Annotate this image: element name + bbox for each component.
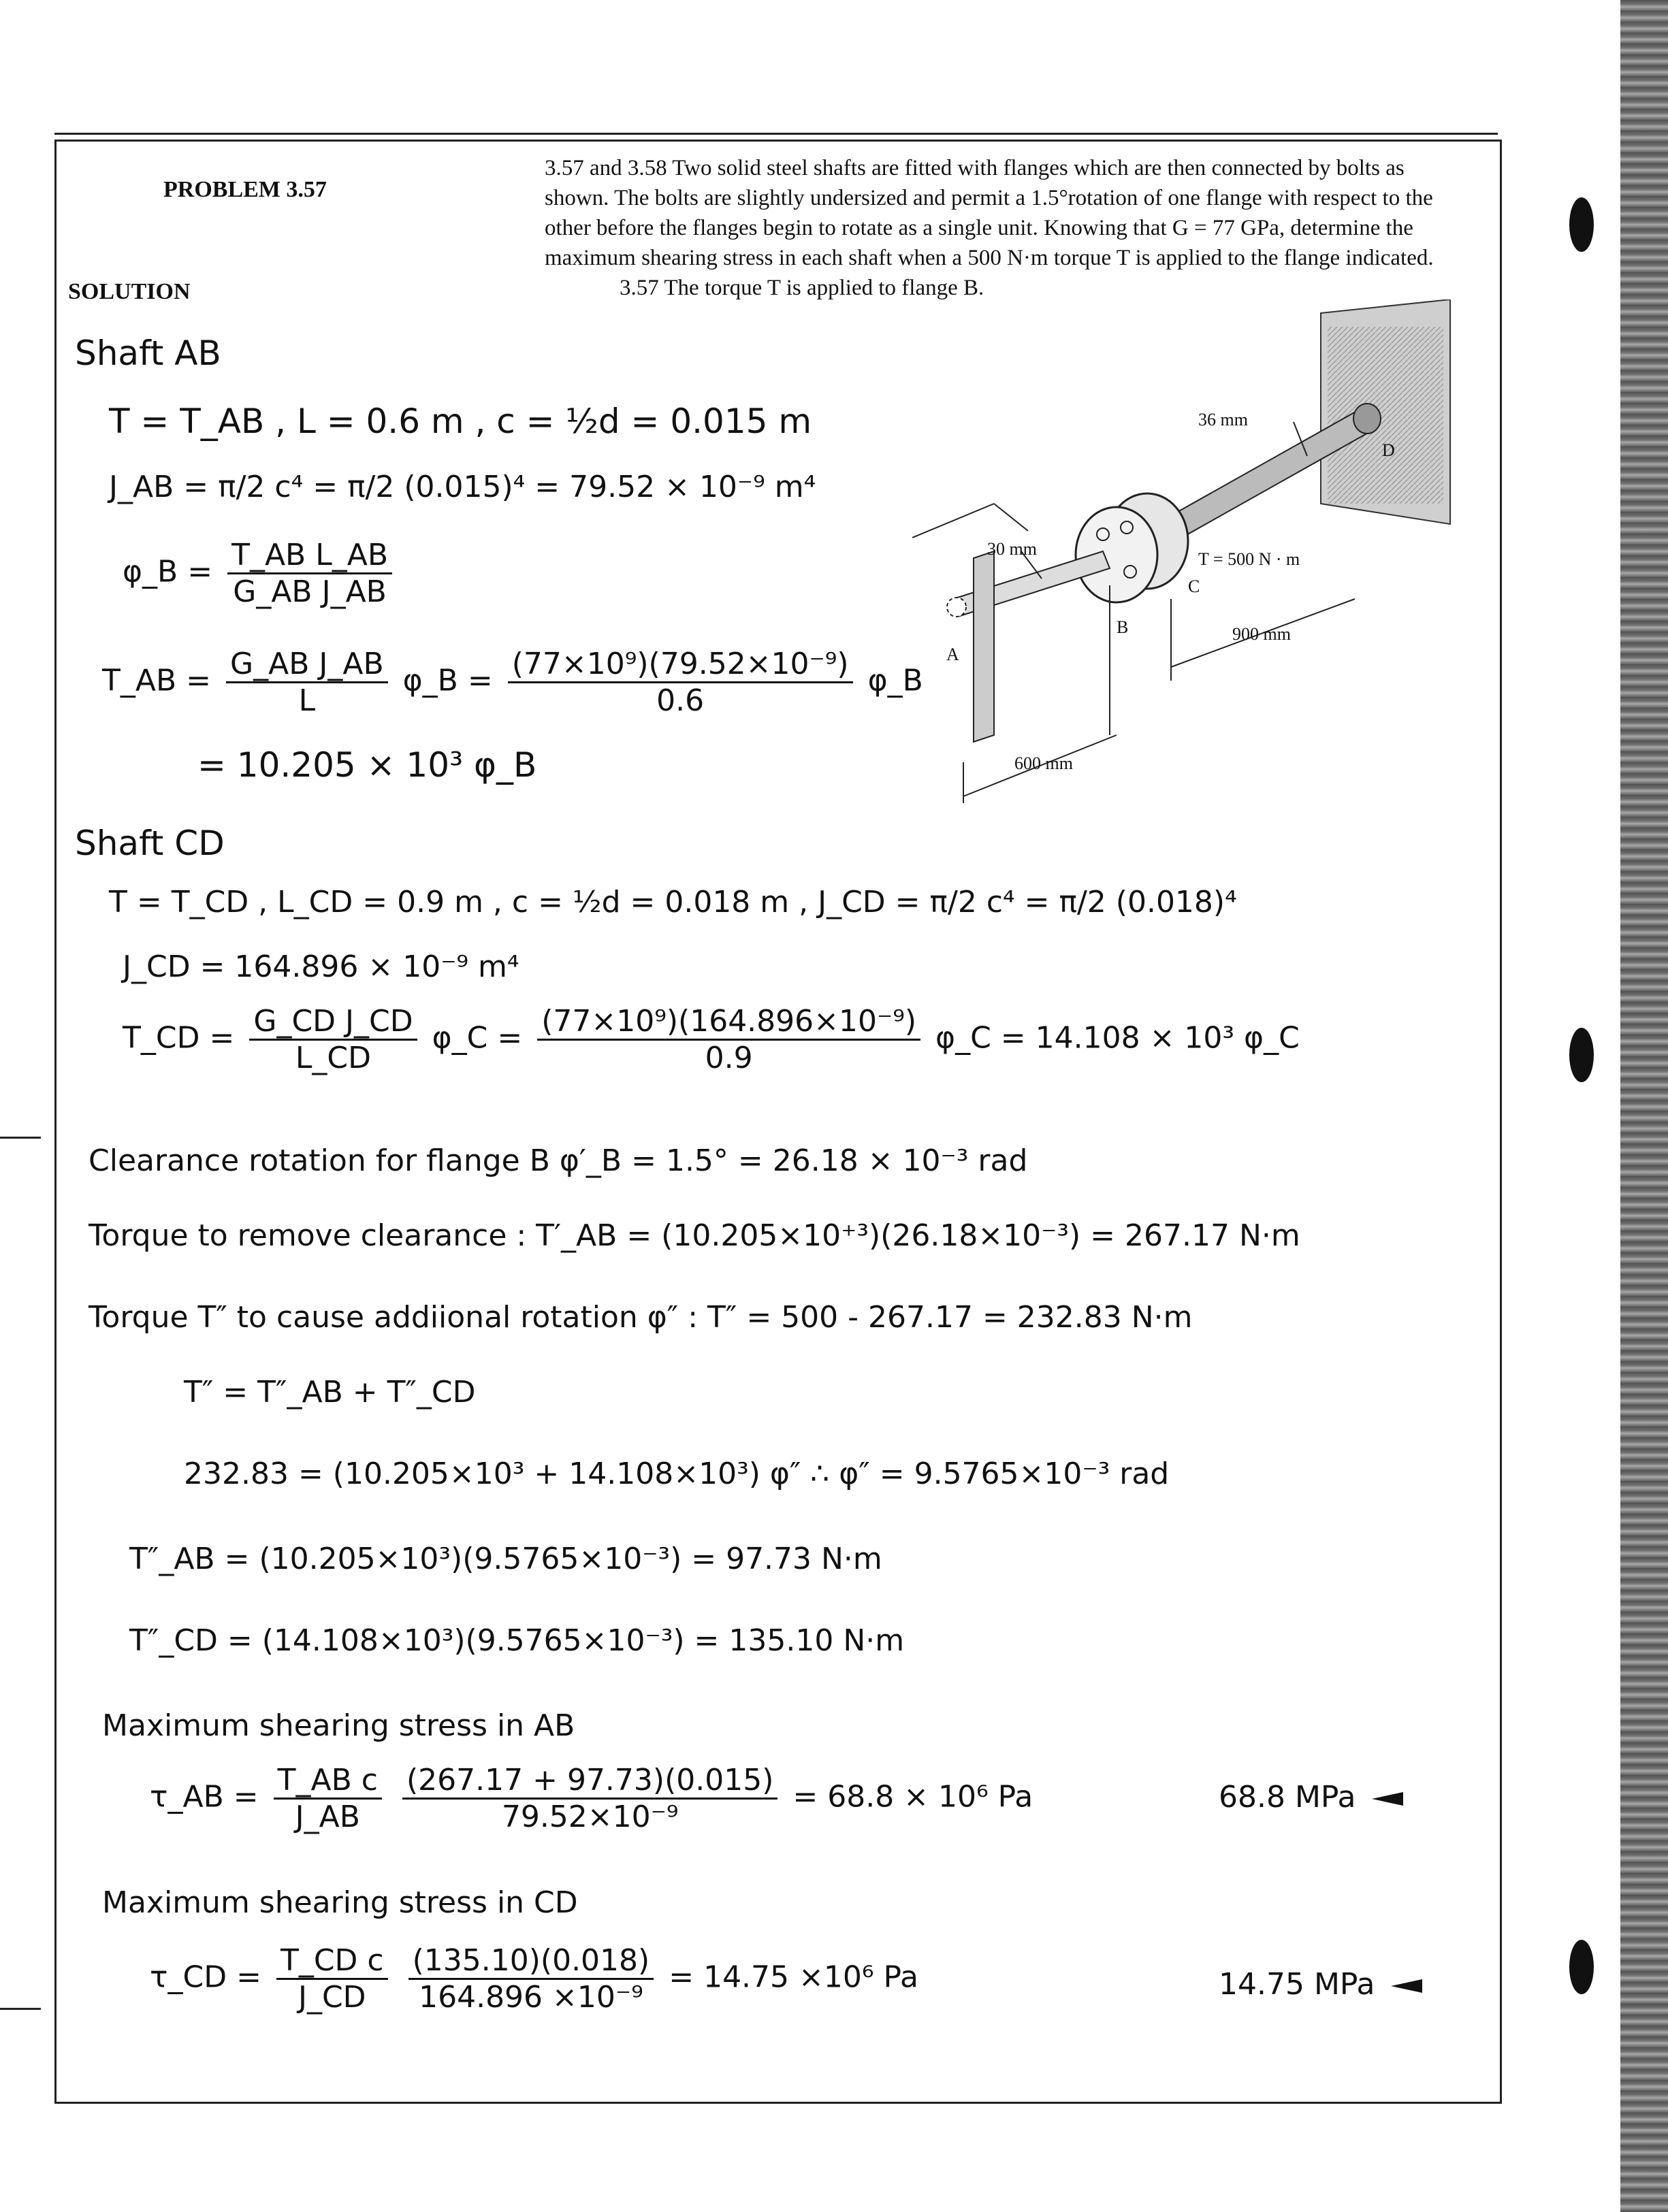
solution-label: SOLUTION [68, 279, 191, 304]
ab-t-tail: φ_B [867, 663, 923, 698]
max-ab-heading: Maximum shearing stress in AB [102, 1708, 575, 1743]
margin-tick [0, 1137, 41, 1139]
answer-arrow-icon [1391, 1979, 1422, 1993]
ab-phi-equation [123, 538, 398, 609]
tau-cd-num: T_CD c [276, 1943, 388, 1980]
cd-t-den2: 0.9 [705, 1041, 753, 1075]
ab-result: = 10.205 × 10³ φ_B [197, 745, 537, 785]
ab-t-fraction2 [508, 647, 853, 718]
binder-hole-icon [1569, 197, 1594, 252]
tau-ab-den: J_AB [295, 1800, 360, 1834]
answer-arrow-icon [1372, 1792, 1403, 1806]
tau-cd-equation [150, 1943, 918, 2015]
cd-t-fraction2 [537, 1004, 920, 1075]
label-900mm: 900 mm [1232, 624, 1291, 644]
statement-text: 3.57 and 3.58 Two solid steel shafts are fitted with flanges which are then connected by bolts as shown. The bolts are slightly undersized and permit a 1.5°rotation of one flange with respect to the other before the flanges begin to rotate as a single unit. Knowing that G = 77 GPa, determine the maximum shearing stress in each shaft when a 500 N·m torque T is applied to the flange indicated. [545, 156, 1434, 270]
ab-line2: J_AB = π/2 c⁴ = π/2 (0.015)⁴ = 79.52 × 10⁻⁹ m⁴ [109, 470, 816, 504]
ab-phi-fraction [227, 538, 392, 609]
max-cd-heading: Maximum shearing stress in CD [102, 1885, 578, 1920]
tau-cd-fraction [276, 1943, 388, 2015]
label-c: C [1188, 576, 1200, 596]
tau-cd-answer: 14.75 MPa [1219, 1967, 1375, 2002]
tau-ab-equation [150, 1763, 1033, 1834]
label-b: B [1117, 617, 1129, 637]
cd-t-lhs: T_CD = [123, 1020, 235, 1056]
t-double-line: T″ = T″_AB + T″_CD [184, 1375, 476, 1410]
tau-ab-num: T_AB c [274, 1763, 382, 1800]
margin-tick [0, 2008, 41, 2010]
binder-hole-icon [1569, 1940, 1594, 1994]
label-600mm: 600 mm [1014, 753, 1073, 773]
cd-line1: T = T_CD , L_CD = 0.9 m , c = ½d = 0.018 m , J_CD = π/2 c⁴ = π/2 (0.018)⁴ [109, 885, 1237, 920]
label-36mm: 36 mm [1198, 410, 1248, 429]
torque-additional-line: Torque T″ to cause addiional rotation φ″ : T″ = 500 - 267.17 = 232.83 N·m [89, 1300, 1193, 1335]
plate-a [974, 551, 994, 742]
ab-t-num2: (77×10⁹)(79.52×10⁻⁹) [508, 647, 853, 683]
tau-ab-lhs: τ_AB = [150, 1779, 259, 1815]
shaft-ab-heading: Shaft AB [75, 334, 221, 373]
cd-t-fraction [249, 1004, 417, 1075]
ab-t-fraction [226, 647, 388, 718]
problem-title: PROBLEM 3.57 [163, 177, 327, 202]
phi-equation-line: 232.83 = (10.205×10³ + 14.108×10³) φ″ ∴ φ″ = 9.5765×10⁻³ rad [184, 1457, 1170, 1491]
ab-t-lhs: T_AB = [102, 663, 212, 698]
cd-t-num: G_CD J_CD [249, 1004, 417, 1041]
ab-t-num: G_AB J_AB [226, 647, 388, 683]
cd-t-tail: φ_C = 14.108 × 10³ φ_C [935, 1020, 1300, 1056]
clearance-line: Clearance rotation for flange B φ′_B = 1.5° = 26.18 × 10⁻³ rad [89, 1143, 1028, 1178]
scan-edge [1620, 0, 1668, 2212]
tau-ab-answer-block [1219, 1780, 1403, 1815]
tau-cd-result: = 14.75 ×10⁶ Pa [669, 1959, 919, 1995]
cd-t-den: L_CD [295, 1041, 372, 1075]
label-torque: T = 500 N · m [1198, 549, 1300, 569]
tau-cd-fraction2 [408, 1943, 654, 2015]
tau-ab-answer: 68.8 MPa [1219, 1780, 1356, 1815]
tab-double-line: T″_AB = (10.205×10³)(9.5765×10⁻³) = 97.73 N·m [129, 1542, 882, 1576]
frame-top-line [54, 133, 1498, 135]
label-30mm: 30 mm [987, 539, 1037, 559]
tau-ab-fraction [274, 1763, 382, 1834]
statement-sub: 3.57 The torque T is applied to flange B. [620, 276, 984, 300]
label-d: D [1382, 440, 1395, 460]
tau-cd-den: J_CD [298, 1980, 366, 2015]
tau-ab-den2: 79.52×10⁻⁹ [501, 1800, 679, 1834]
tau-cd-den2: 164.896 ×10⁻⁹ [419, 1980, 643, 2015]
problem-statement [545, 153, 1457, 303]
tau-ab-num2: (267.17 + 97.73)(0.015) [402, 1763, 777, 1800]
tau-ab-fraction2 [402, 1763, 777, 1834]
ab-line1: T = T_AB , L = 0.6 m , c = ½d = 0.015 m [109, 402, 812, 441]
tau-ab-result: = 68.8 × 10⁶ Pa [792, 1779, 1033, 1815]
binder-hole-icon [1569, 1028, 1594, 1082]
cd-t-mid: φ_C = [432, 1020, 523, 1056]
tau-cd-lhs: τ_CD = [150, 1959, 261, 1995]
cd-line2: J_CD = 164.896 × 10⁻⁹ m⁴ [123, 949, 519, 984]
tcd-double-line: T″_CD = (14.108×10³)(9.5765×10⁻³) = 135.10 N·m [129, 1623, 905, 1658]
ab-phi-den: G_AB J_AB [233, 574, 387, 609]
ab-phi-lhs: φ_B = [123, 554, 213, 589]
ab-t-mid: φ_B = [402, 663, 493, 698]
cd-t-equation [123, 1004, 1300, 1075]
ab-t-den2: 0.6 [656, 683, 705, 718]
shaft-diagram [912, 299, 1498, 817]
ab-t-den: L [298, 683, 316, 718]
torque-remove-line: Torque to remove clearance : T′_AB = (10.205×10⁺³)(26.18×10⁻³) = 267.17 N·m [89, 1218, 1300, 1253]
cd-t-num2: (77×10⁹)(164.896×10⁻⁹) [537, 1004, 920, 1041]
shaft-cd-heading: Shaft CD [75, 824, 225, 863]
flange-b [1076, 507, 1157, 602]
label-a: A [946, 645, 959, 664]
tau-cd-num2: (135.10)(0.018) [408, 1943, 654, 1980]
ab-phi-num: T_AB L_AB [227, 538, 392, 574]
tau-cd-answer-block [1219, 1967, 1422, 2002]
ab-t-equation [102, 647, 923, 718]
